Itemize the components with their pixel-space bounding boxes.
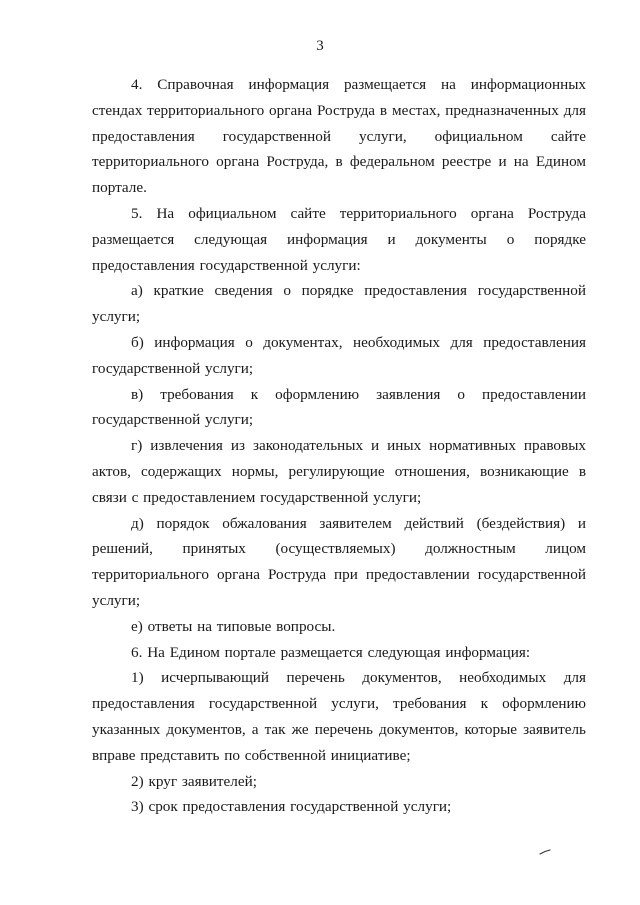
paragraph-5: 5. На официальном сайте территориального органа Роструда размещается следующая информация и документы о порядке предоставления государственной услуги:	[92, 204, 586, 274]
list-item-1: 1) исчерпывающий перечень документов, необходимых для предоставления государственной услуги, требования к оформлению указанных документов, а так же перечень документов, которые заявитель вправе представить по собственной инициативе;	[92, 669, 586, 764]
document-body	[92, 72, 586, 820]
paragraph-6: 6. На Едином портале размещается следующая информация:	[131, 643, 531, 661]
list-item-a: а) краткие сведения о порядке предоставления государственной услуги;	[92, 282, 586, 326]
list-item-g: г) извлечения из законодательных и иных нормативных правовых актов, содержащих нормы, регулирующие отношения, возникающие в связи с предоставлением государственной услуги;	[92, 437, 586, 506]
page-number: 3	[316, 38, 324, 54]
list-item-d: д) порядок обжалования заявителем действий (бездействия) и решений, принятых (осуществляемых) должностным лицом территориального органа Роструда при предоставлении государственной услуги;	[92, 514, 586, 609]
list-item-2: 2) круг заявителей;	[131, 772, 257, 790]
list-item-b: б) информация о документах, необходимых для предоставления государственной услуги;	[92, 333, 586, 377]
pen-mark	[539, 849, 551, 855]
list-item-e: е) ответы на типовые вопросы.	[131, 617, 336, 635]
list-item-3: 3) срок предоставления государственной услуги;	[131, 798, 452, 816]
list-item-v: в) требования к оформлению заявления о предоставлении государственной услуги;	[92, 385, 586, 429]
paragraph-4: 4. Справочная информация размещается на информационных стендах территориального органа Роструда в местах, предназначенных для предоставления государственной услуги, официальном сайте территориального органа Роструда, в федеральном реестре и на Едином портале.	[92, 76, 586, 197]
